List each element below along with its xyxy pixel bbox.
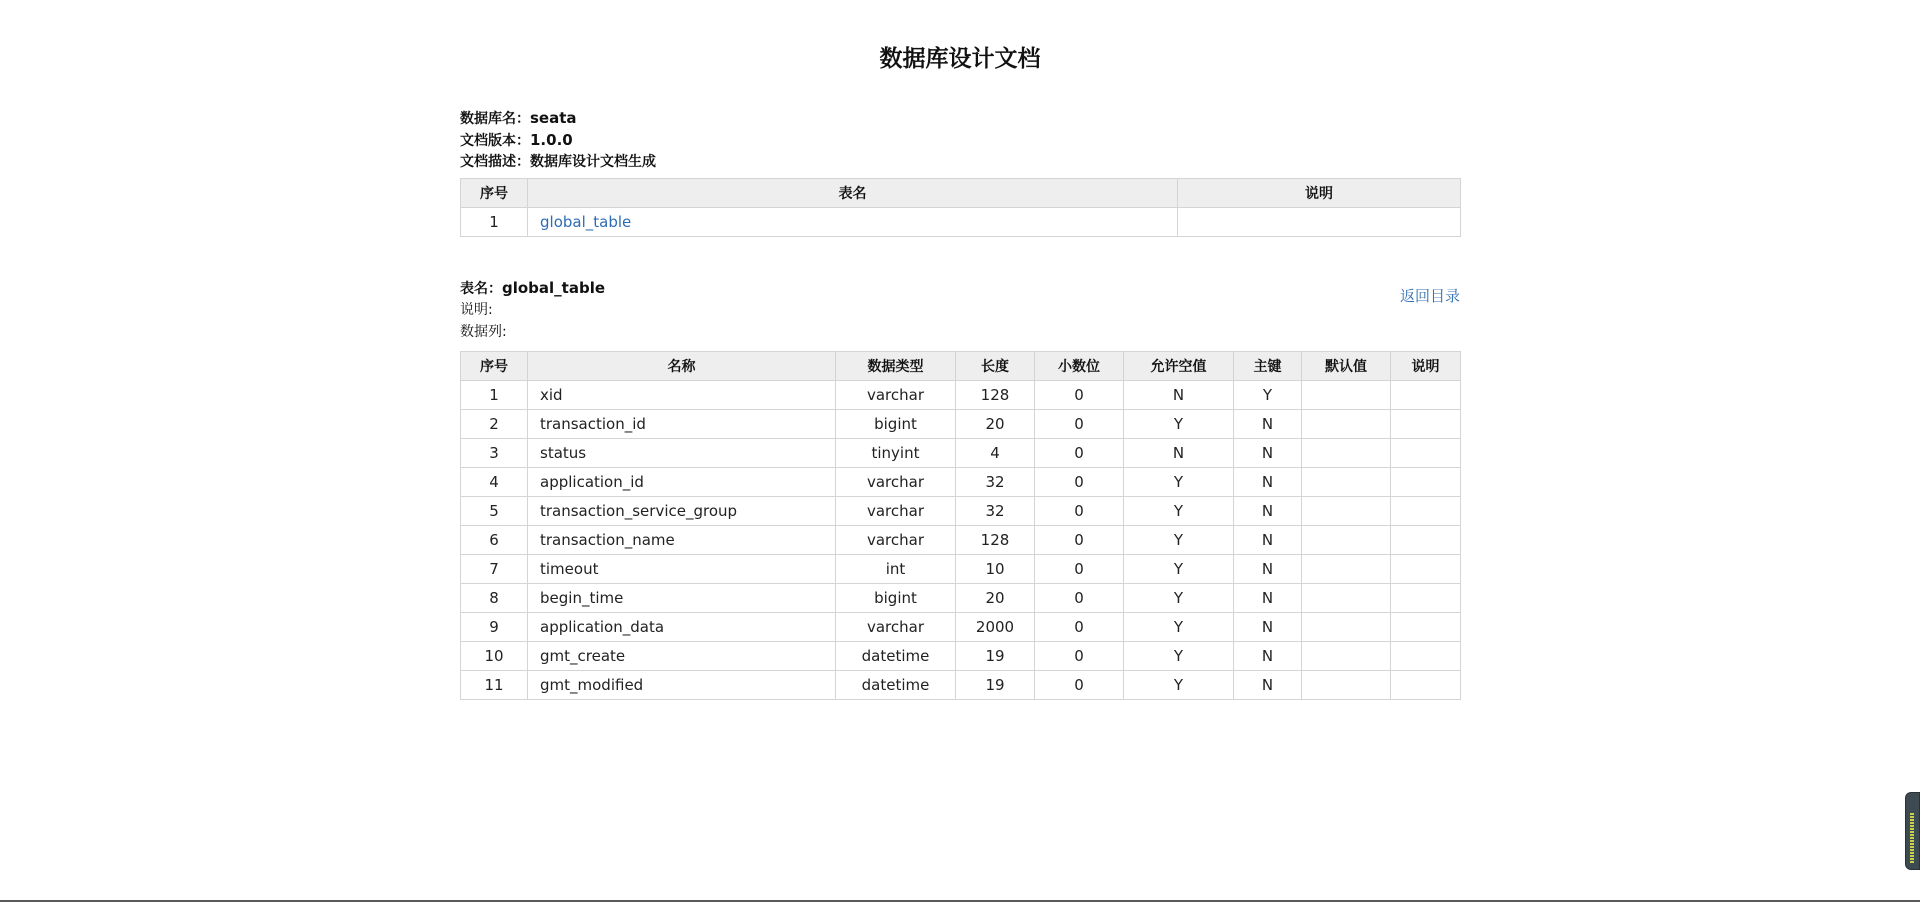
columns-header-row <box>461 352 1461 381</box>
cell-nullable: Y <box>1124 642 1234 671</box>
toc-cell-desc <box>1178 208 1461 237</box>
cell-primary-key: N <box>1234 410 1302 439</box>
cell-nullable: Y <box>1124 584 1234 613</box>
cell-nullable: Y <box>1124 410 1234 439</box>
cell-length: 4 <box>956 439 1035 468</box>
col-header-default: 默认值 <box>1302 352 1391 381</box>
cell-primary-key: N <box>1234 468 1302 497</box>
doc-description-value: 数据库设计文档生成 <box>530 154 656 170</box>
cell-nullable: N <box>1124 381 1234 410</box>
cell-type: datetime <box>836 642 956 671</box>
side-widget-indicator <box>1910 813 1914 863</box>
table-name-line <box>460 277 1460 299</box>
col-header-type: 数据类型 <box>836 352 956 381</box>
doc-description-label: 文档描述： <box>460 154 530 170</box>
cell-type: datetime <box>836 671 956 700</box>
col-header-nullable: 允许空值 <box>1124 352 1234 381</box>
toc-header-no: 序号 <box>461 179 528 208</box>
cell-length: 128 <box>956 526 1035 555</box>
table-row <box>461 497 1461 526</box>
cell-decimal: 0 <box>1035 526 1124 555</box>
cell-length: 32 <box>956 468 1035 497</box>
cell-name: transaction_name <box>528 526 836 555</box>
cell-comment <box>1391 613 1461 642</box>
cell-name: xid <box>528 381 836 410</box>
cell-comment <box>1391 642 1461 671</box>
cell-length: 128 <box>956 381 1035 410</box>
cell-length: 20 <box>956 410 1035 439</box>
cell-default <box>1302 497 1391 526</box>
cell-no: 9 <box>461 613 528 642</box>
cell-no: 2 <box>461 410 528 439</box>
cell-nullable: Y <box>1124 613 1234 642</box>
cell-type: varchar <box>836 526 956 555</box>
cell-type: varchar <box>836 497 956 526</box>
cell-type: tinyint <box>836 439 956 468</box>
cell-type: int <box>836 555 956 584</box>
cell-no: 6 <box>461 526 528 555</box>
cell-primary-key: N <box>1234 671 1302 700</box>
cell-length: 32 <box>956 497 1035 526</box>
cell-no: 10 <box>461 642 528 671</box>
toc-header-desc: 说明 <box>1178 179 1461 208</box>
cell-default <box>1302 410 1391 439</box>
cell-decimal: 0 <box>1035 410 1124 439</box>
table-row <box>461 468 1461 497</box>
cell-length: 19 <box>956 642 1035 671</box>
cell-comment <box>1391 468 1461 497</box>
document-content <box>460 107 1460 700</box>
cell-length: 20 <box>956 584 1035 613</box>
cell-default <box>1302 555 1391 584</box>
table-detail-section <box>460 277 1460 700</box>
table-row <box>461 642 1461 671</box>
cell-nullable: Y <box>1124 671 1234 700</box>
cell-type: bigint <box>836 410 956 439</box>
cell-default <box>1302 671 1391 700</box>
side-widget-handle[interactable] <box>1905 792 1920 870</box>
doc-version-label: 文档版本： <box>460 133 530 149</box>
cell-name: gmt_create <box>528 642 836 671</box>
columns-body <box>461 381 1461 700</box>
cell-type: varchar <box>836 613 956 642</box>
cell-default <box>1302 381 1391 410</box>
cell-comment <box>1391 555 1461 584</box>
table-row <box>461 671 1461 700</box>
cell-no: 3 <box>461 439 528 468</box>
cell-decimal: 0 <box>1035 468 1124 497</box>
cell-no: 1 <box>461 381 528 410</box>
cell-decimal: 0 <box>1035 584 1124 613</box>
table-name-value: global_table <box>502 279 606 297</box>
cell-primary-key: N <box>1234 497 1302 526</box>
cell-name: begin_time <box>528 584 836 613</box>
cell-nullable: N <box>1124 439 1234 468</box>
doc-description-line <box>460 151 1460 173</box>
cell-default <box>1302 642 1391 671</box>
cell-decimal: 0 <box>1035 439 1124 468</box>
cell-primary-key: N <box>1234 642 1302 671</box>
col-header-primary-key: 主键 <box>1234 352 1302 381</box>
cell-decimal: 0 <box>1035 555 1124 584</box>
toc-cell-name <box>528 208 1178 237</box>
db-name-value: seata <box>530 109 577 127</box>
columns-table <box>460 351 1461 700</box>
cell-nullable: Y <box>1124 526 1234 555</box>
cell-default <box>1302 613 1391 642</box>
cell-decimal: 0 <box>1035 613 1124 642</box>
cell-no: 8 <box>461 584 528 613</box>
cell-comment <box>1391 671 1461 700</box>
cell-no: 11 <box>461 671 528 700</box>
cell-name: timeout <box>528 555 836 584</box>
col-header-name: 名称 <box>528 352 836 381</box>
cell-primary-key: N <box>1234 584 1302 613</box>
cell-decimal: 0 <box>1035 671 1124 700</box>
db-name-label: 数据库名： <box>460 111 530 127</box>
toc-table-link[interactable]: global_table <box>540 213 632 231</box>
cell-primary-key: N <box>1234 555 1302 584</box>
cell-default <box>1302 468 1391 497</box>
cell-type: bigint <box>836 584 956 613</box>
toc-row <box>461 208 1461 237</box>
cell-length: 19 <box>956 671 1035 700</box>
col-header-no: 序号 <box>461 352 528 381</box>
cell-primary-key: N <box>1234 613 1302 642</box>
cell-comment <box>1391 439 1461 468</box>
cell-comment <box>1391 584 1461 613</box>
table-row <box>461 381 1461 410</box>
cell-default <box>1302 439 1391 468</box>
cell-name: transaction_service_group <box>528 497 836 526</box>
table-name-label: 表名： <box>460 281 502 297</box>
cell-no: 7 <box>461 555 528 584</box>
col-header-length: 长度 <box>956 352 1035 381</box>
columns-label: 数据列: <box>460 324 507 340</box>
col-header-decimal: 小数位 <box>1035 352 1124 381</box>
db-name-line <box>460 107 1460 129</box>
cell-name: application_data <box>528 613 836 642</box>
cell-type: varchar <box>836 381 956 410</box>
doc-version-value: 1.0.0 <box>530 131 573 149</box>
cell-name: gmt_modified <box>528 671 836 700</box>
page-title: 数据库设计文档 <box>879 46 1041 72</box>
cell-length: 10 <box>956 555 1035 584</box>
cell-name: application_id <box>528 468 836 497</box>
cell-comment <box>1391 526 1461 555</box>
table-of-contents <box>460 178 1461 237</box>
cell-nullable: Y <box>1124 497 1234 526</box>
toc-cell-no: 1 <box>461 208 528 237</box>
cell-decimal: 0 <box>1035 497 1124 526</box>
cell-nullable: Y <box>1124 468 1234 497</box>
cell-comment <box>1391 410 1461 439</box>
cell-primary-key: N <box>1234 439 1302 468</box>
table-row <box>461 584 1461 613</box>
cell-default <box>1302 584 1391 613</box>
cell-decimal: 0 <box>1035 381 1124 410</box>
cell-type: varchar <box>836 468 956 497</box>
col-header-comment: 说明 <box>1391 352 1461 381</box>
back-to-toc-link[interactable]: 返回目录 <box>1399 287 1460 305</box>
cell-name: status <box>528 439 836 468</box>
table-row <box>461 439 1461 468</box>
table-description-label: 说明: <box>460 302 493 318</box>
cell-default <box>1302 526 1391 555</box>
cell-no: 5 <box>461 497 528 526</box>
cell-no: 4 <box>461 468 528 497</box>
table-row <box>461 410 1461 439</box>
table-row <box>461 613 1461 642</box>
table-row <box>461 526 1461 555</box>
cell-decimal: 0 <box>1035 642 1124 671</box>
cell-name: transaction_id <box>528 410 836 439</box>
cell-nullable: Y <box>1124 555 1234 584</box>
cell-comment <box>1391 381 1461 410</box>
cell-comment <box>1391 497 1461 526</box>
toc-header-row <box>461 179 1461 208</box>
cell-primary-key: Y <box>1234 381 1302 410</box>
toc-header-name: 表名 <box>528 179 1178 208</box>
cell-primary-key: N <box>1234 526 1302 555</box>
cell-length: 2000 <box>956 613 1035 642</box>
doc-version-line <box>460 129 1460 151</box>
table-row <box>461 555 1461 584</box>
